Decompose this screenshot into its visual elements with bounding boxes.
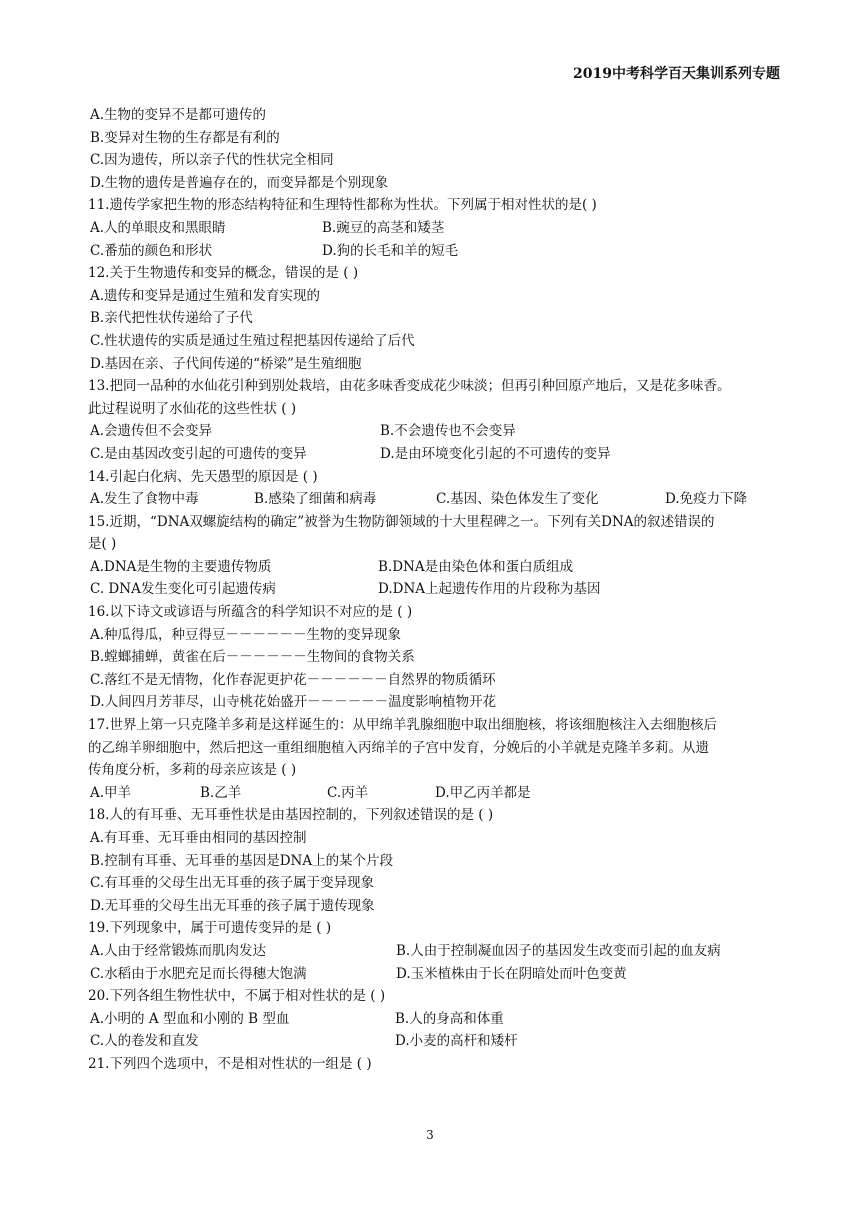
q18-option-d: D.无耳垂的父母生出无耳垂的孩子属于遗传现象 — [90, 897, 375, 914]
q10-option-b: B.变异对生物的生存都是有利的 — [90, 129, 280, 146]
q14-option-a: A.发生了食物中毒 — [90, 491, 199, 508]
q16-option-a: A.种瓜得瓜，种豆得豆－－－－－－生物的变异现象 — [90, 626, 402, 643]
q17-stem-line-2: 的乙绵羊卵细胞中，然后把这一重组细胞植入丙绵羊的子宫中发育，分娩后的小羊就是克隆羊多莉。从遗 — [88, 739, 709, 756]
q12-option-c: C.性状遗传的实质是通过生殖过程把基因传递给了后代 — [90, 332, 415, 349]
q11-options-row-1 — [88, 217, 788, 240]
q16-stem: 16.以下诗文或谚语与所蕴含的科学知识不对应的是 ( ) — [88, 604, 413, 621]
q19-option-c: C.水稻由于水肥充足而长得穗大饱满 — [90, 965, 307, 982]
q13-options-row-2 — [88, 443, 788, 466]
page-header: 2019中考科学百天集训系列专题 — [573, 66, 780, 82]
q13-stem-line-2: 此过程说明了水仙花的这些性状 ( ) — [88, 400, 297, 417]
q19-option-d: D.玉米植株由于长在阴暗处而叶色变黄 — [396, 965, 627, 982]
q17-options-row — [88, 782, 788, 805]
q20-option-d: D.小麦的高杆和矮杆 — [395, 1033, 518, 1050]
q14-stem: 14.引起白化病、先天愚型的原因是 ( ) — [88, 468, 318, 485]
q11-option-b: B.豌豆的高茎和矮茎 — [322, 219, 445, 236]
q15-options-row-1 — [88, 556, 788, 579]
q15-stem-line-2: 是( ) — [88, 536, 117, 553]
q12-option-b: B.亲代把性状传递给了子代 — [90, 310, 253, 327]
question-list — [88, 104, 788, 1076]
q15-stem-line-1: 15.近期，“DNA双螺旋结构的确定”被誉为生物防御领域的十大里程碑之一。下列有关DNA的叙述错误的 — [88, 513, 715, 530]
q13-options-row-1 — [88, 420, 788, 443]
q17-stem-line-1: 17.世界上第一只克隆羊多莉是这样诞生的：从甲绵羊乳腺细胞中取出细胞核，将该细胞核注入去细胞核后 — [88, 717, 717, 734]
q12-option-d: D.基因在亲、子代间传递的“桥梁”是生殖细胞 — [90, 355, 362, 372]
q10-option-c: C.因为遗传，所以亲子代的性状完全相同 — [90, 152, 334, 169]
q18-stem: 18.人的有耳垂、无耳垂性状是由基因控制的，下列叙述错误的是 ( ) — [88, 807, 494, 824]
q19-option-a: A.人由于经常锻炼而肌肉发达 — [90, 942, 267, 959]
q12-stem: 12.关于生物遗传和变异的概念，错误的是 ( ) — [88, 265, 359, 282]
q11-option-c: C.番茄的颜色和形状 — [90, 242, 213, 259]
q15-option-c: C. DNA发生变化可引起遗传病 — [90, 581, 276, 598]
q15-option-a: A.DNA是生物的主要遗传物质 — [90, 558, 272, 575]
q20-options-row-2 — [88, 1030, 788, 1053]
q17-option-a: A.甲羊 — [90, 784, 132, 801]
q16-option-d: D.人间四月芳菲尽，山寺桃花始盛开－－－－－－温度影响植物开花 — [90, 694, 497, 711]
q17-option-d: D.甲乙丙羊都是 — [435, 784, 531, 801]
q13-option-b: B.不会遗传也不会变异 — [380, 423, 516, 440]
q16-option-b: B.螳螂捕蝉，黄雀在后－－－－－－生物间的食物关系 — [90, 649, 415, 666]
q17-stem-line-3: 传角度分析，多莉的母亲应该是 ( ) — [88, 762, 297, 779]
q20-option-a: A.小明的 A 型血和小刚的 B 型血 — [90, 1010, 290, 1027]
q15-options-row-2 — [88, 578, 788, 601]
q20-option-c: C.人的卷发和直发 — [90, 1033, 199, 1050]
q10-option-d: D.生物的遗传是普遍存在的，而变异都是个别现象 — [90, 174, 389, 191]
q15-option-d: D.DNA上起遗传作用的片段称为基因 — [378, 581, 601, 598]
q16-option-c: C.落红不是无情物，化作春泥更护花－－－－－－自然界的物质循环 — [90, 671, 496, 688]
q11-option-a: A.人的单眼皮和黑眼睛 — [90, 219, 226, 236]
q18-option-c: C.有耳垂的父母生出无耳垂的孩子属于变异现象 — [90, 875, 375, 892]
q11-option-d: D.狗的长毛和羊的短毛 — [322, 242, 459, 259]
q17-option-c: C.丙羊 — [327, 784, 369, 801]
q15-option-b: B.DNA是由染色体和蛋白质组成 — [378, 558, 574, 575]
q12-option-a: A.遗传和变异是通过生殖和发育实现的 — [90, 287, 321, 304]
q21-stem: 21.下列四个选项中，不是相对性状的一组是 ( ) — [88, 1055, 372, 1072]
q13-option-a: A.会遗传但不会变异 — [90, 423, 213, 440]
q14-option-c: C.基因、染色体发生了变化 — [436, 491, 599, 508]
q19-stem: 19.下列现象中，属于可遗传变异的是 ( ) — [88, 920, 332, 937]
q14-options-row — [88, 488, 788, 511]
q14-option-b: B.感染了细菌和病毒 — [254, 491, 377, 508]
page-number: 3 — [426, 1128, 434, 1142]
q20-stem: 20.下列各组生物性状中，不属于相对性状的是 ( ) — [88, 988, 386, 1005]
q13-stem-line-1: 13.把同一品种的水仙花引种到别处栽培，由花多味香变成花少味淡；但再引种回原产地后，又是花多味香。 — [88, 378, 731, 395]
q17-option-b: B.乙羊 — [200, 784, 242, 801]
q20-options-row-1 — [88, 1008, 788, 1031]
q18-option-a: A.有耳垂、无耳垂由相同的基因控制 — [90, 830, 307, 846]
q20-option-b: B.人的身高和体重 — [395, 1010, 504, 1027]
q18-option-b: B.控制有耳垂、无耳垂的基因是DNA上的某个片段 — [90, 852, 394, 869]
q11-options-row-2 — [88, 240, 788, 263]
q11-stem: 11.遗传学家把生物的形态结构特征和生理特性都称为性状。下列属于相对性状的是( ) — [88, 197, 597, 214]
q19-options-row-1 — [88, 940, 788, 963]
q19-options-row-2 — [88, 963, 788, 986]
q13-option-c: C.是由基因改变引起的可遗传的变异 — [90, 445, 307, 462]
q14-option-d: D.免疫力下降 — [665, 491, 748, 508]
q19-option-b: B.人由于控制凝血因子的基因发生改变而引起的血友病 — [396, 942, 721, 959]
q13-option-d: D.是由环境变化引起的不可遗传的变异 — [380, 445, 611, 462]
q10-option-a: A.生物的变异不是都可遗传的 — [90, 107, 267, 123]
